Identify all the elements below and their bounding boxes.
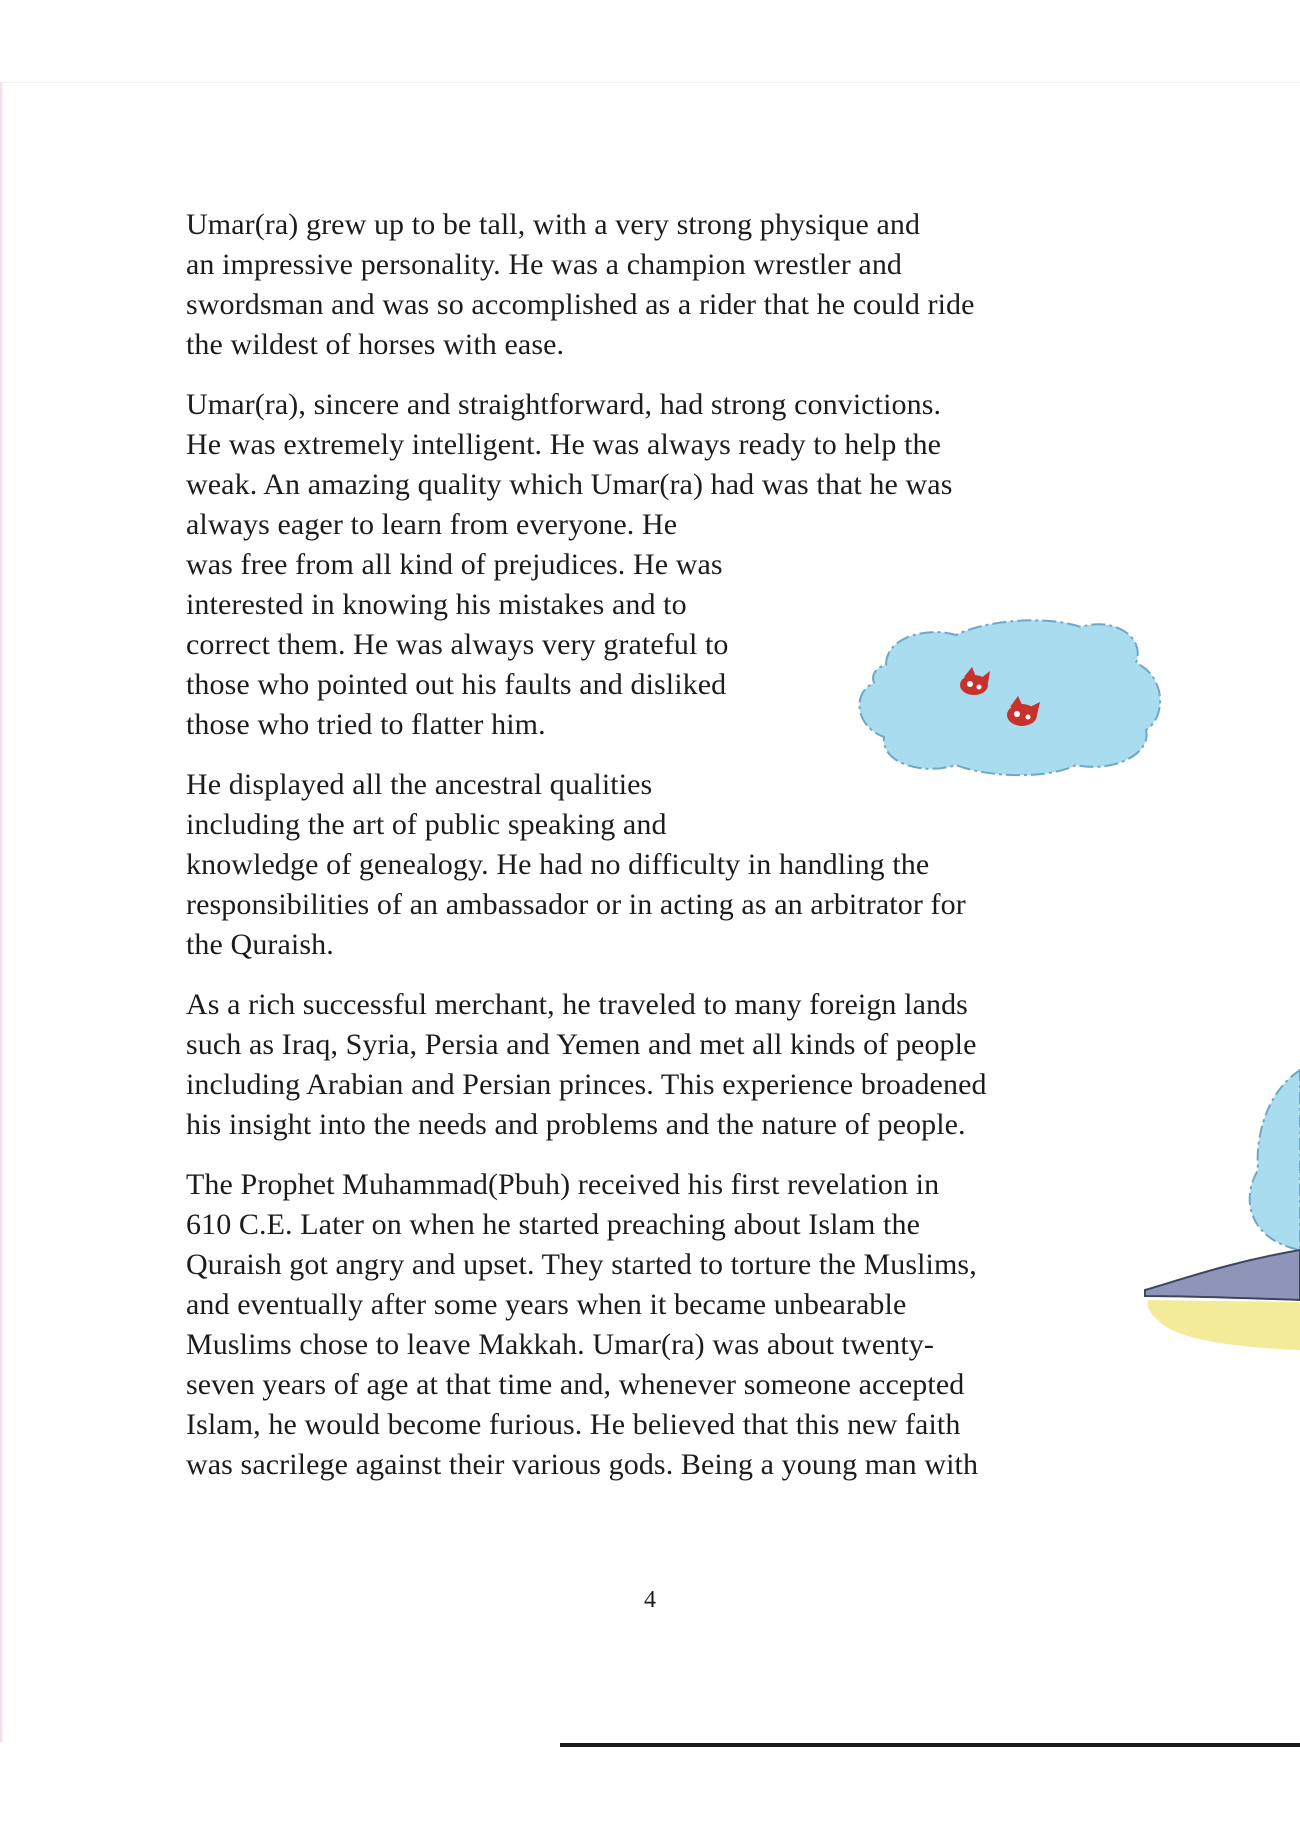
sand-shape [1148, 1300, 1300, 1350]
top-margin [0, 0, 1300, 83]
paragraph-4: As a rich successful merchant, he traveled to many foreign lands such as Iraq, Syria, Persia and Yemen and met all kinds of people including Arabian and Persian princes. This experience broadened his insight into the needs and problems and the nature of people. [186, 988, 987, 1141]
cloud-with-birds-illustration [846, 605, 1171, 780]
paragraph-5: The Prophet Muhammad(Pbuh) received his first revelation in 610 C.E. Later on when he started preaching about Islam the Quraish got angry and upset. They started to torture the Muslims, and eventually after some years when it became unbearable Muslims chose to leave Makkah. Umar(ra) was about twenty- seven years of age at that time and, whenever someone accepted Islam, he would become furious. He believed that this new faith was sacrilege against their various gods. Being a young man with [186, 1168, 979, 1481]
paragraph-3: He displayed all the ancestral qualities including the art of public speaking and knowledge of genealogy. He had no difficulty in handling the responsibilities of an ambassador or in acting as an arbitrator for the Quraish. [186, 768, 966, 961]
body-text [186, 205, 1116, 1505]
landscape-edge-illustration [1140, 1050, 1300, 1350]
sky-cloud-shape [1250, 1070, 1300, 1250]
hill-shape [1145, 1250, 1300, 1300]
page-number: 4 [644, 1587, 656, 1613]
bottom-margin [0, 1747, 1300, 1841]
paragraph-1: Umar(ra) grew up to be tall, with a very strong physique and an impressive personality. He was a champion wrestler and swordsman and was so accomplished as a rider that he could ride the wildest of horses with ease. [186, 208, 975, 361]
cloud-shape [859, 620, 1160, 775]
page-left-edge [0, 82, 4, 1742]
paragraph-2: Umar(ra), sincere and straightforward, had strong convictions. He was extremely intelligent. He was always ready to help the weak. An amazing quality which Umar(ra) had was that he was always eager to learn from everyone. He was free from all kind of prejudices. He was interested in knowing his mistakes and to correct them. He was always very grateful to those who pointed out his faults and disliked those who tried to flatter him. [186, 388, 953, 741]
